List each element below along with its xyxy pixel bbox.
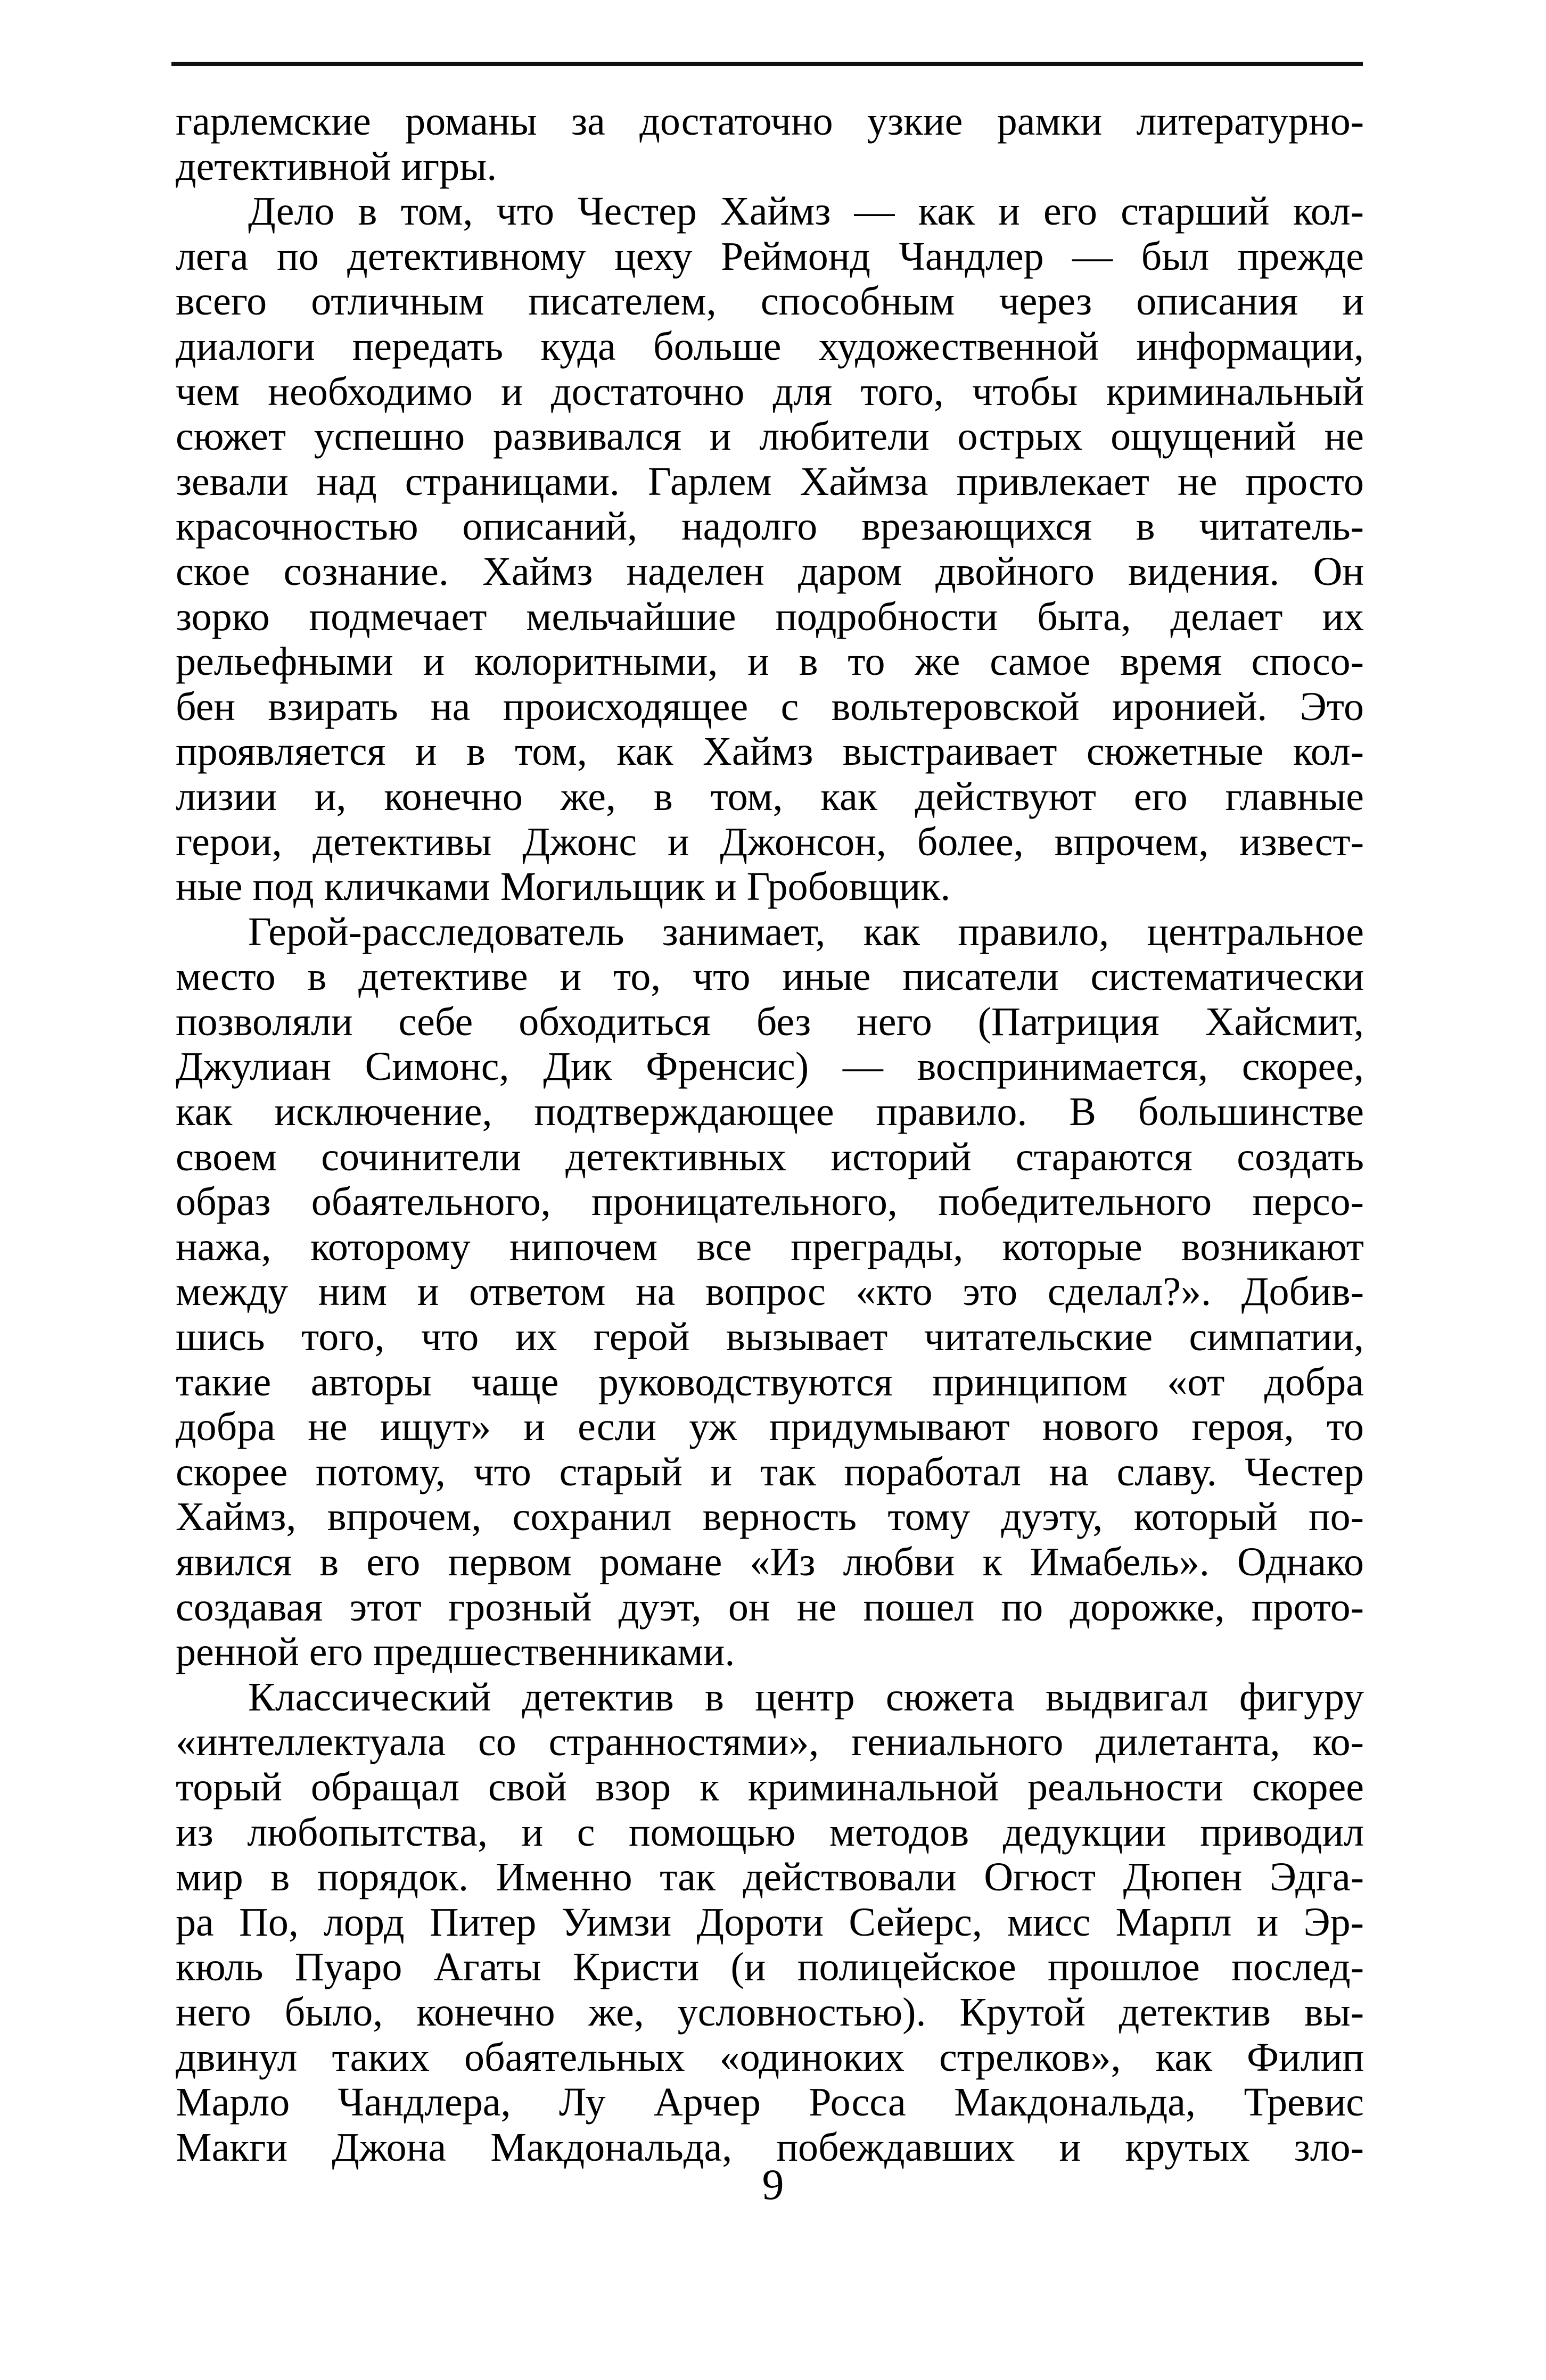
text-line: позволяли себе обходиться без него (Патриция Хайсмит, [176, 999, 1364, 1044]
text-line: Дело в том, что Честер Хаймз — как и его старший кол- [248, 189, 1364, 234]
text-line: лизии и, конечно же, в том, как действуют его главные [176, 774, 1364, 819]
text-line: мир в порядок. Именно так действовали Огюст Дюпен Эдга- [176, 1855, 1364, 1900]
text-line: сюжет успешно развивался и любители острых ощущений не [176, 414, 1364, 459]
text-line: добра не ищут» и если уж придумывают нового героя, то [176, 1404, 1364, 1450]
text-line: зорко подмечает мельчайшие подробности быта, делает их [176, 594, 1364, 639]
page-body-text [176, 99, 1364, 2170]
page-number: 9 [762, 2160, 784, 2209]
text-line: нажа, которому нипочем все преграды, которые возникают [176, 1224, 1364, 1269]
text-line: ные под кличками Могильщик и Гробовщик. [176, 864, 951, 910]
top-rule [171, 62, 1363, 66]
text-line: рельефными и колоритными, и в то же самое время спосо- [176, 639, 1364, 684]
text-line: место в детективе и то, что иные писатели систематически [176, 954, 1364, 999]
text-line: Джулиан Симонс, Дик Френсис) — воспринимается, скорее, [176, 1044, 1364, 1089]
text-line: Марло Чандлера, Лу Арчер Росса Макдональда, Тревис [176, 2080, 1364, 2125]
text-line: зевали над страницами. Гарлем Хаймза привлекает не просто [176, 459, 1364, 504]
text-line: торый обращал свой взор к криминальной реальности скорее [176, 1764, 1364, 1809]
text-line: ра По, лорд Питер Уимзи Дороти Сейерс, мисс Марпл и Эр- [176, 1899, 1364, 1945]
text-line: Герой-расследователь занимает, как правило, центральное [248, 909, 1364, 954]
text-line: между ним и ответом на вопрос «кто это сделал?». Добив- [176, 1269, 1364, 1315]
text-line: образ обаятельного, проницательного, победительного персо- [176, 1179, 1364, 1225]
text-line: из любопытства, и с помощью методов дедукции приводил [176, 1809, 1364, 1855]
text-line: диалоги передать куда больше художественной информации, [176, 324, 1364, 369]
text-line: ренной его предшественниками. [176, 1630, 735, 1675]
text-line: своем сочинители детективных историй стараются создать [176, 1134, 1364, 1179]
text-line: Классический детектив в центр сюжета выдвигал фигуру [248, 1674, 1364, 1720]
text-line: Хаймз, впрочем, сохранил верность тому дуэту, который по- [176, 1494, 1364, 1540]
text-line: шись того, что их герой вызывает читательские симпатии, [176, 1315, 1364, 1360]
text-line: такие авторы чаще руководствуются принципом «от добра [176, 1359, 1364, 1404]
text-line: всего отличным писателем, способным через описания и [176, 279, 1364, 324]
text-line: лега по детективному цеху Реймонд Чандлер — был прежде [176, 234, 1364, 279]
text-line: явился в его первом романе «Из любви к Имабель». Однако [176, 1540, 1364, 1584]
text-line: двинул таких обаятельных «одиноких стрелков», как Филип [176, 2035, 1364, 2080]
text-line: гарлемские романы за достаточно узкие рамки литературно- [176, 99, 1364, 144]
text-line: проявляется и в том, как Хаймз выстраивает сюжетные кол- [176, 729, 1364, 774]
text-line: детективной игры. [176, 144, 497, 189]
text-line: бен взирать на происходящее с вольтеровской иронией. Это [176, 684, 1364, 729]
text-line: чем необходимо и достаточно для того, чтобы криминальный [176, 369, 1364, 414]
text-line: красочностью описаний, надолго врезающихся в читатель- [176, 504, 1364, 549]
text-line: него было, конечно же, условностью). Крутой детектив вы- [176, 1989, 1364, 2035]
text-line: Макги Джона Макдональда, побеждавших и крутых зло- [176, 2125, 1364, 2170]
text-line: кюль Пуаро Агаты Кристи (и полицейское прошлое послед- [176, 1945, 1364, 1990]
text-line: герои, детективы Джонс и Джонсон, более, впрочем, извест- [176, 819, 1364, 864]
text-line: ское сознание. Хаймз наделен даром двойного видения. Он [176, 549, 1364, 594]
text-line: скорее потому, что старый и так поработал на славу. Честер [176, 1449, 1364, 1494]
text-line: создавая этот грозный дуэт, он не пошел по дорожке, прото- [176, 1584, 1364, 1630]
text-line: как исключение, подтверждающее правило. В большинстве [176, 1089, 1364, 1135]
text-line: «интеллектуала со странностями», гениального дилетанта, ко- [176, 1720, 1364, 1765]
